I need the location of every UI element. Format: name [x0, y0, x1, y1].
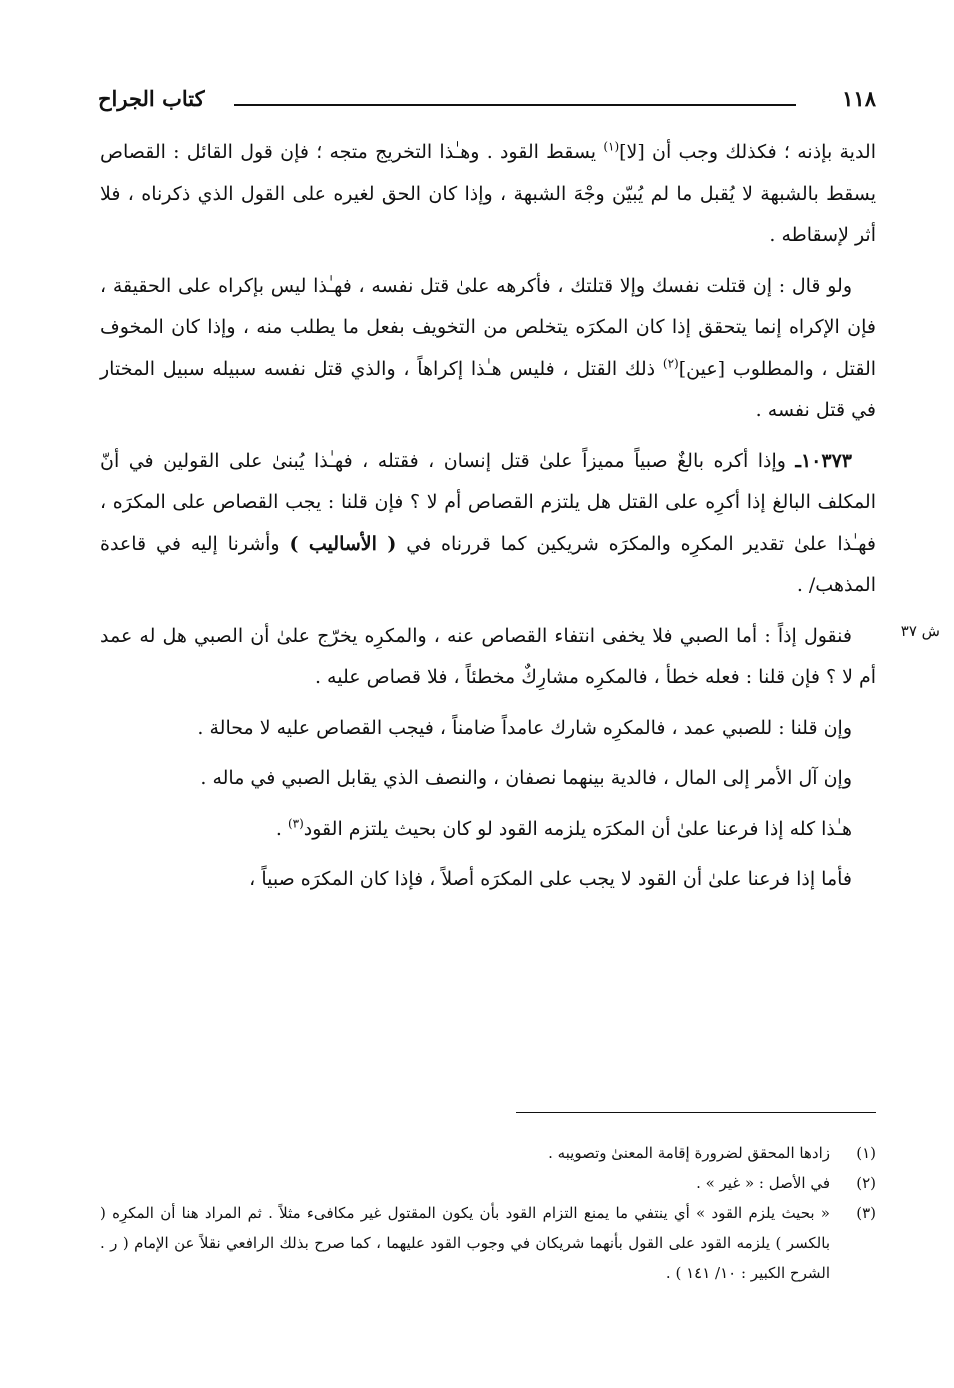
paragraph-2-text-b: ذلك القتل ، فليس هـٰذا إكراهاً ، والذي قتل نفسه سبيله سبيل المختار في قتل نفسه . [100, 357, 876, 421]
footnote-text: في الأصل : « غير » . [696, 1174, 830, 1192]
header-rule [234, 104, 796, 106]
footnote-ref-1: (١) [603, 139, 620, 154]
paragraph-6: وإن آل الأمر إلى المال ، فالدية بينهما نصفان ، والنصف الذي يقابل الصبي في ماله . [200, 767, 852, 789]
item-number: ١٠٣٧٣ـ [795, 449, 852, 472]
page-number: ١١٨ [842, 86, 876, 111]
paragraph-1-text-a: الدية بإذنه ؛ فكذلك وجب أن [لا] [619, 141, 876, 163]
paragraph-5: وإن قلنا : للصبي عمد ، فالمكرِه شارك عامداً ضامناً ، فيجب القصاص عليه لا محالة . [197, 716, 852, 739]
footnote-ref-2: (٢) [662, 356, 679, 371]
footnote-ref-3: (٣) [287, 816, 304, 831]
paragraph-7 [100, 809, 876, 851]
paragraph-2-text-a: ولو قال : إن قتلت نفسك وإلا قتلتك ، فأكرهه علىٰ قتل نفسه ، فهـٰذا ليس بإكراه على الحقيقة ، فإن الإكراه إنما يتحقق إذا كان المكرَه يتخلص من التخويف بفعل ما يطلب منه ، وإذا كان المخوف القتل ، والمطلوب [عين] [100, 274, 877, 380]
paragraph-1-text-b: يسقط القود . وهـٰذا التخريج متجه ؛ فإن قول القائل : القصاص يسقط بالشبهة لا يُقبل ما لم يُبيّن وجْهَ الشبهة ، وإذا كان الحق لغيره على القول الذي ذكرناه ، فلا أثر لإسقاطه . [100, 141, 876, 246]
page-header [98, 86, 876, 122]
paragraph-2 [100, 266, 876, 432]
footnote-1 [100, 1138, 876, 1168]
paragraph-7-text-b: . [275, 817, 288, 840]
footnote-text: زادها المحقق لضرورة إقامة المعنىٰ وتصويبه . [548, 1144, 830, 1162]
footnote-number: (١) [856, 1144, 876, 1162]
margin-note: ش ٣٧ [900, 622, 940, 640]
book-title: كتاب الجراح [98, 86, 205, 111]
footnotes [100, 1138, 876, 1288]
paragraph-8: فأما إذا فرعنا علىٰ أن القود لا يجب على المكرَه أصلاً ، فإذا كان المكرَه صبياً ، [249, 868, 852, 890]
footnote-text: « بحيث يلزم القود » أي ينتفي ما يمنع التزام القود بأن يكون المقتول غير مكافىء مثلاً . ثم المراد هنا أن المكرِه ( بالكسر ) يلزمه القود على القول بأنهما شريكان في وجوب القود عليهما ، كما صرح بذلك الرافعي نقلاً عن الإمام ( ر . الشرح الكبير : ١٠/ ١٤١ ) . [100, 1204, 830, 1282]
main-text [100, 132, 876, 901]
footnote-separator [516, 1112, 876, 1113]
paragraph-3-text-a: وإذا أكره بالغٌ صبياً مميزاً علىٰ قتل إنسان ، فقتله ، فهـٰذا يُبنىٰ على القولين في أنّ المكلف البالغ إذا أكرِه على القتل هل يلتزم القصاص أم لا ؟ فإن قلنا : يجب القصاص على المكرَه ، فهـٰذا علىٰ تقدير المكرِه والمكرَه شريكين كما قررناه في [100, 449, 877, 555]
paragraph-3 [100, 441, 876, 607]
footnote-number: (٣) [856, 1204, 876, 1222]
book-reference: ( الأساليب ) [289, 532, 397, 555]
paragraph-1 [100, 132, 876, 257]
footnote-2 [100, 1168, 876, 1198]
footnote-3 [100, 1198, 876, 1288]
footnote-number: (٢) [856, 1174, 876, 1192]
paragraph-3-text-b: وأشرنا إليه في قاعدة المذهب/ . [100, 532, 876, 596]
paragraph-4: فنقول إذاً : أما الصبي فلا يخفى انتفاء القصاص عنه ، والمكرِه يخرّج علىٰ أن الصبي هل له عمد أم لا ؟ فإن قلنا : فعله خطأ ، فالمكرِه مشارِكٌ مخطئاً ، فلا قصاص عليه . [100, 624, 876, 688]
paragraph-7-text-a: هـٰذا كله إذا فرعنا علىٰ أن المكرَه يلزمه القود لو كان بحيث يلتزم القود [303, 817, 852, 840]
